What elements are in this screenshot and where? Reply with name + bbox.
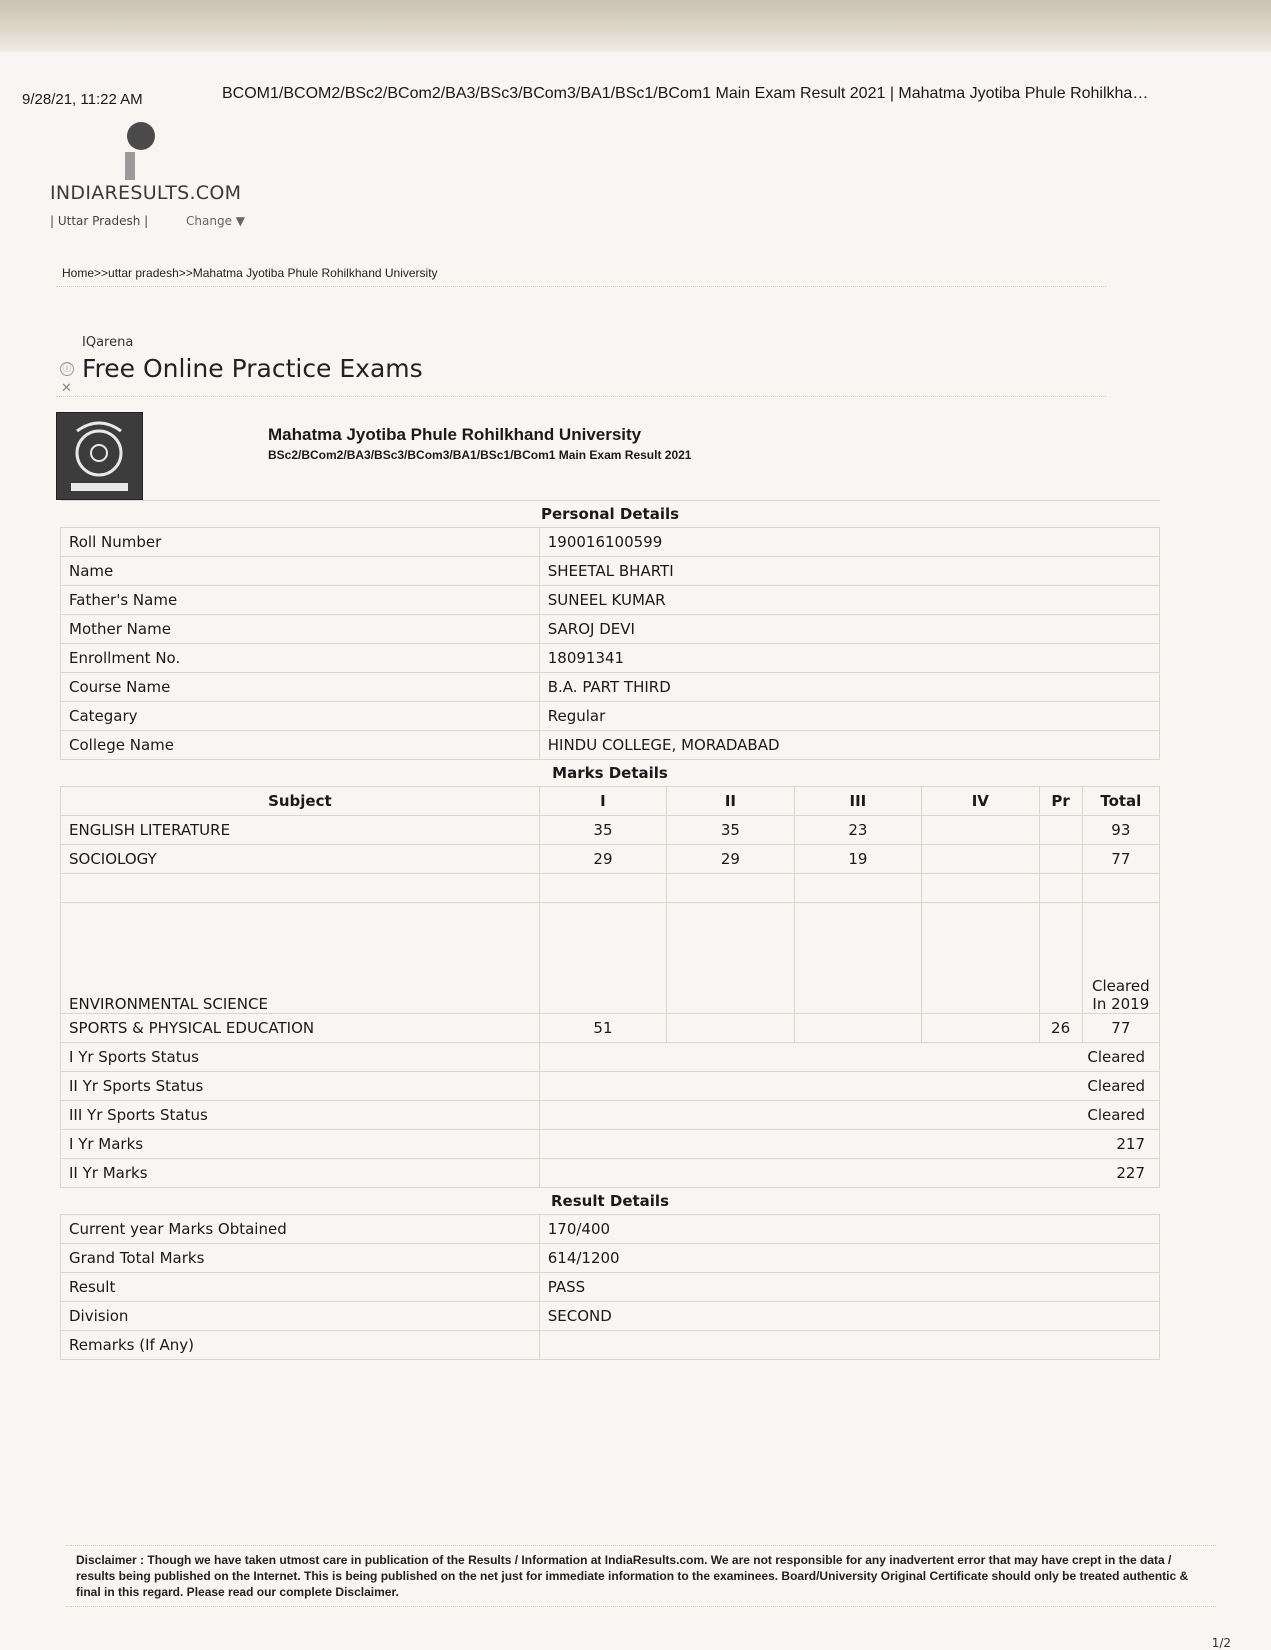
field-label: Roll Number <box>61 528 540 557</box>
disclaimer: Disclaimer : Though we have taken utmost care in publication of the Results / Information at IndiaResults.com. We are not responsible for any inadvertent error that may have crept in the data / results being published on the Internet. This is being published on the net just for immediate information to the examinees. Board/University Original Certificate should only be treated authentic & final in this regard. Please read our complete Disclaimer. <box>66 1545 1216 1607</box>
status-label: I Yr Marks <box>61 1130 540 1159</box>
result-details-heading: Result Details <box>61 1188 1160 1215</box>
mark-pr <box>1039 903 1082 1014</box>
table-row <box>61 557 1160 586</box>
table-row <box>61 731 1160 760</box>
status-label: I Yr Sports Status <box>61 1043 540 1072</box>
field-label: Name <box>61 557 540 586</box>
section-header <box>61 760 1160 787</box>
roll-number-value: 190016100599 <box>539 528 1159 557</box>
result-sheet <box>60 500 1160 1360</box>
status-row <box>61 1130 1160 1159</box>
status-value: 227 <box>539 1159 1159 1188</box>
mark-ii: 29 <box>667 845 794 874</box>
ad-brand: IQarena <box>82 335 134 350</box>
field-label: Enrollment No. <box>61 644 540 673</box>
grand-total-value: 614/1200 <box>539 1244 1159 1273</box>
state-selector <box>50 214 245 228</box>
table-row <box>61 1215 1160 1244</box>
section-header <box>61 1188 1160 1215</box>
logo-i-icon <box>123 122 159 180</box>
field-label: Result <box>61 1273 540 1302</box>
subject-name: ENVIRONMENTAL SCIENCE <box>61 903 540 1014</box>
field-label: Mother Name <box>61 615 540 644</box>
status-value: Cleared <box>539 1043 1159 1072</box>
exam-title: BSc2/BCom2/BA3/BSc3/BCom3/BA1/BSc1/BCom1 Main Exam Result 2021 <box>268 448 692 462</box>
table-row <box>61 528 1160 557</box>
field-label: Course Name <box>61 673 540 702</box>
print-datetime: 9/28/21, 11:22 AM <box>22 91 143 108</box>
college-value: HINDU COLLEGE, MORADABAD <box>539 731 1159 760</box>
mark-ii <box>667 1014 794 1043</box>
breadcrumb <box>62 266 438 280</box>
division-value: SECOND <box>539 1302 1159 1331</box>
divider <box>56 396 1106 397</box>
change-state-link[interactable]: Change ▼ <box>186 214 246 228</box>
table-row <box>61 586 1160 615</box>
university-emblem <box>56 412 143 500</box>
divider <box>56 286 1106 287</box>
father-name-value: SUNEEL KUMAR <box>539 586 1159 615</box>
marks-details-heading: Marks Details <box>61 760 1160 787</box>
mark-iv <box>922 845 1039 874</box>
enrollment-value: 18091341 <box>539 644 1159 673</box>
table-row <box>61 1273 1160 1302</box>
mark-iii <box>794 1014 921 1043</box>
info-icon[interactable]: ⓘ <box>60 362 74 376</box>
breadcrumb-university[interactable]: Mahatma Jyotiba Phule Rohilkhand University <box>192 266 438 280</box>
category-value: Regular <box>539 702 1159 731</box>
status-row <box>61 1043 1160 1072</box>
status-row <box>61 1159 1160 1188</box>
mother-name-value: SAROJ DEVI <box>539 615 1159 644</box>
status-label: II Yr Sports Status <box>61 1072 540 1101</box>
field-label: College Name <box>61 731 540 760</box>
table-row <box>61 673 1160 702</box>
subject-name: SOCIOLOGY <box>61 845 540 874</box>
remarks-value <box>539 1331 1159 1360</box>
status-value: 217 <box>539 1130 1159 1159</box>
logo-text: INDIARESULTS.COM <box>50 182 242 204</box>
status-label: III Yr Sports Status <box>61 1101 540 1130</box>
section-header <box>61 501 1160 528</box>
mark-ii <box>667 903 794 1014</box>
col-total: Total <box>1082 787 1159 816</box>
table-row <box>61 1302 1160 1331</box>
field-label: Division <box>61 1302 540 1331</box>
breadcrumb-state[interactable]: uttar pradesh <box>108 266 179 280</box>
result-value: PASS <box>539 1273 1159 1302</box>
col-practical: Pr <box>1039 787 1082 816</box>
mark-pr: 26 <box>1039 1014 1082 1043</box>
mark-i: 51 <box>539 1014 666 1043</box>
col-paper-ii: II <box>667 787 794 816</box>
status-value: Cleared <box>539 1101 1159 1130</box>
table-row <box>61 702 1160 731</box>
field-label: Categary <box>61 702 540 731</box>
mark-i: 29 <box>539 845 666 874</box>
emblem-icon <box>57 413 142 499</box>
field-label: Current year Marks Obtained <box>61 1215 540 1244</box>
name-value: SHEETAL BHARTI <box>539 557 1159 586</box>
mark-iii: 23 <box>794 816 921 845</box>
empty-row <box>61 874 1160 903</box>
mark-i: 35 <box>539 816 666 845</box>
mark-iv <box>922 903 1039 1014</box>
table-row <box>61 644 1160 673</box>
subject-row <box>61 1014 1160 1043</box>
mark-pr <box>1039 845 1082 874</box>
ad-banner[interactable] <box>60 335 520 396</box>
personal-details-heading: Personal Details <box>61 501 1160 528</box>
subject-row <box>61 816 1160 845</box>
mark-iii <box>794 903 921 1014</box>
close-icon[interactable]: ✕ <box>61 381 72 396</box>
mark-total: 77 <box>1082 845 1159 874</box>
marks-header-row <box>61 787 1160 816</box>
scanner-edge <box>0 0 1271 52</box>
mark-pr <box>1039 816 1082 845</box>
status-row <box>61 1101 1160 1130</box>
mark-iii: 19 <box>794 845 921 874</box>
field-label: Father's Name <box>61 586 540 615</box>
subject-name: SPORTS & PHYSICAL EDUCATION <box>61 1014 540 1043</box>
field-label: Remarks (If Any) <box>61 1331 540 1360</box>
mark-iv <box>922 816 1039 845</box>
col-subject: Subject <box>61 787 540 816</box>
page-number: 1/2 <box>1211 1636 1231 1650</box>
mark-total: 93 <box>1082 816 1159 845</box>
table-row <box>61 1331 1160 1360</box>
table-row <box>61 615 1160 644</box>
breadcrumb-home[interactable]: Home <box>62 266 95 280</box>
mark-i <box>539 903 666 1014</box>
status-value: Cleared <box>539 1072 1159 1101</box>
subject-name: ENGLISH LITERATURE <box>61 816 540 845</box>
current-marks-value: 170/400 <box>539 1215 1159 1244</box>
table-row <box>61 1244 1160 1273</box>
subject-row <box>61 903 1160 1014</box>
university-name: Mahatma Jyotiba Phule Rohilkhand University <box>268 425 642 444</box>
field-label: Grand Total Marks <box>61 1244 540 1273</box>
status-label: II Yr Marks <box>61 1159 540 1188</box>
state-label: | Uttar Pradesh | <box>50 214 149 228</box>
col-paper-iv: IV <box>922 787 1039 816</box>
mark-ii: 35 <box>667 816 794 845</box>
col-paper-i: I <box>539 787 666 816</box>
mark-total: 77 <box>1082 1014 1159 1043</box>
col-paper-iii: III <box>794 787 921 816</box>
ad-title[interactable]: Free Online Practice Exams <box>82 354 423 383</box>
course-value: B.A. PART THIRD <box>539 673 1159 702</box>
mark-total: Cleared In 2019 <box>1082 903 1159 1014</box>
print-page-title: BCOM1/BCOM2/BSc2/BCom2/BA3/BSc3/BCom3/BA1/BSc1/BCom1 Main Exam Result 2021 | Mahatma Jyotiba Phule Rohilkha… <box>222 85 1149 102</box>
status-row <box>61 1072 1160 1101</box>
mark-iv <box>922 1014 1039 1043</box>
breadcrumb-separator: >> <box>94 266 109 280</box>
subject-row <box>61 845 1160 874</box>
breadcrumb-separator: >> <box>178 266 193 280</box>
